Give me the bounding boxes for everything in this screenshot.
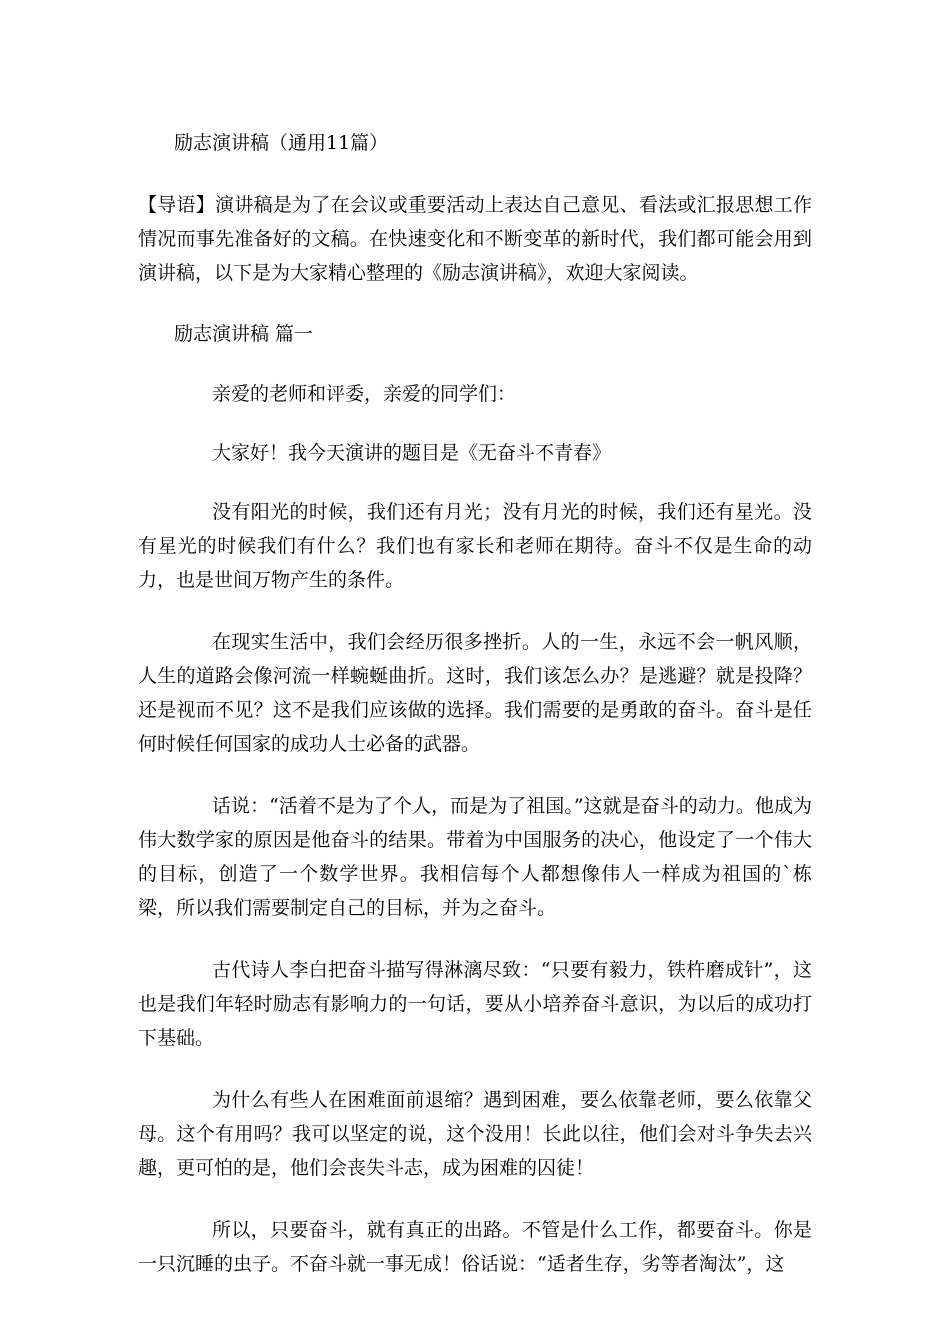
- section-title: 励志演讲稿 篇一: [174, 323, 314, 345]
- salutation-paragraph: 亲爱的老师和评委，亲爱的同学们：: [212, 383, 517, 405]
- body-paragraph: 为什么有些人在困难面前退缩？遇到困难，要么依靠老师，要么依靠父母。这个有用吗？我可以坚定的说，这个没用！长此以往，他们会对斗争失去兴趣，更可怕的是，他们会丧失斗志，成为困难的囚徒！: [138, 1089, 812, 1179]
- document-page: [138, 126, 812, 1281]
- body-paragraph: 所以，只要奋斗，就有真正的出路。不管是什么工作，都要奋斗。你是一只沉睡的虫子。不奋斗就一事无成！俗话说：“适者生存，劣等者淘汰”，这: [138, 1219, 812, 1275]
- document-title: 励志演讲稿（通用11篇）: [174, 132, 389, 154]
- body-paragraph: 古代诗人李白把奋斗描写得淋漓尽致：“只要有毅力，铁杵磨成针”，这也是我们年轻时励志有影响力的一句话，要从小培养奋斗意识，为以后的成功打下基础。: [138, 959, 812, 1049]
- body-paragraph: 话说：“活着不是为了个人，而是为了祖国。”这就是奋斗的动力。他成为伟大数学家的原因是他奋斗的结果。带着为中国服务的决心，他设定了一个伟大的目标，创造了一个数学世界。我相信每个人都想像伟人一样成为祖国的`栋梁，所以我们需要制定自己的目标，并为之奋斗。: [138, 795, 812, 919]
- body-paragraph: 没有阳光的时候，我们还有月光；没有月光的时候，我们还有星光。没有星光的时候我们有什么？我们也有家长和老师在期待。奋斗不仅是生命的动力，也是世间万物产生的条件。: [138, 501, 812, 591]
- intro-paragraph: 【导语】演讲稿是为了在会议或重要活动上表达自己意见、看法或汇报思想工作情况而事先准备好的文稿。在快速变化和不断变革的新时代，我们都可能会用到演讲稿，以下是为大家精心整理的《励志演讲稿》，欢迎大家阅读。: [138, 194, 812, 284]
- greeting-paragraph: 大家好！我今天演讲的题目是《无奋斗不青春》: [212, 442, 612, 464]
- body-paragraph: 在现实生活中，我们会经历很多挫折。人的一生，永远不会一帆风顺，人生的道路会像河流一样蜿蜒曲折。这时，我们该怎么办？是逃避？就是投降？还是视而不见？这不是我们应该做的选择。我们需要的是勇敢的奋斗。奋斗是任何时候任何国家的成功人士必备的武器。: [138, 631, 812, 755]
